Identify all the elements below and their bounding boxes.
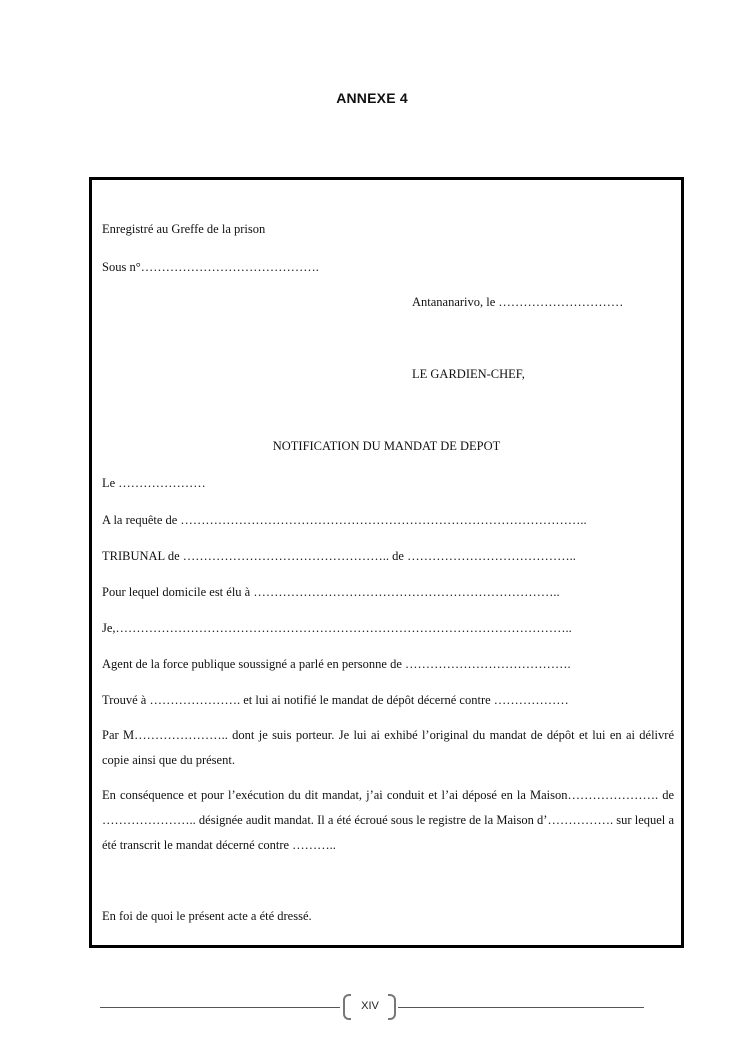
closing-line: En foi de quoi le présent acte a été dressé. <box>102 909 312 923</box>
annex-title: ANNEXE 4 <box>336 90 408 106</box>
footer-rule-left <box>100 1007 340 1008</box>
page-number: XIV <box>361 1000 379 1012</box>
consequence-paragraph: En conséquence et pour l’exécution du dit mandat, j’ai conduit et l’ai déposé en la Maison…………………. de ………………….. désignée audit mandat. Il a été écroué sous le registre de la Maison d’……………. sur lequel a été transcrit le mandat décerné contre ……….. <box>102 788 674 852</box>
footer-bracket-right <box>388 994 396 1020</box>
tribunal-line: TRIBUNAL de ………………………………………….. de ………………………………….. <box>102 549 576 563</box>
place-date-line: Antananarivo, le ………………………… <box>412 295 624 309</box>
footer-rule-right <box>398 1007 644 1008</box>
je-line: Je,……………………………………………………………………………………………….. <box>102 621 572 635</box>
page-footer <box>100 994 644 1022</box>
found-line: Trouvé à …………………. et lui ai notifié le mandat de dépôt décerné contre ……………… <box>102 693 569 707</box>
registered-line: Enregistré au Greffe de la prison <box>102 222 266 236</box>
agent-line: Agent de la force publique soussigné a parlé en personne de …………………………………. <box>102 657 571 671</box>
form-title: NOTIFICATION DU MANDAT DE DEPOT <box>272 439 501 453</box>
footer-bracket-left <box>343 994 351 1020</box>
porteur-paragraph: Par M………………….. dont je suis porteur. Je lui ai exhibé l’original du mandat de dépôt et lui en ai délivré copie ainsi que du présent. <box>102 728 674 767</box>
notification-form-box <box>89 177 684 948</box>
request-line: A la requête de …………………………………………………………………………………….. <box>102 513 587 527</box>
signatory-line: LE GARDIEN-CHEF, <box>412 367 525 381</box>
domicile-line: Pour lequel domicile est élu à ……………………………………………………………….. <box>102 585 560 599</box>
date-line: Le ………………… <box>102 476 206 490</box>
registration-number-line: Sous n°……………………………………. <box>102 260 319 274</box>
